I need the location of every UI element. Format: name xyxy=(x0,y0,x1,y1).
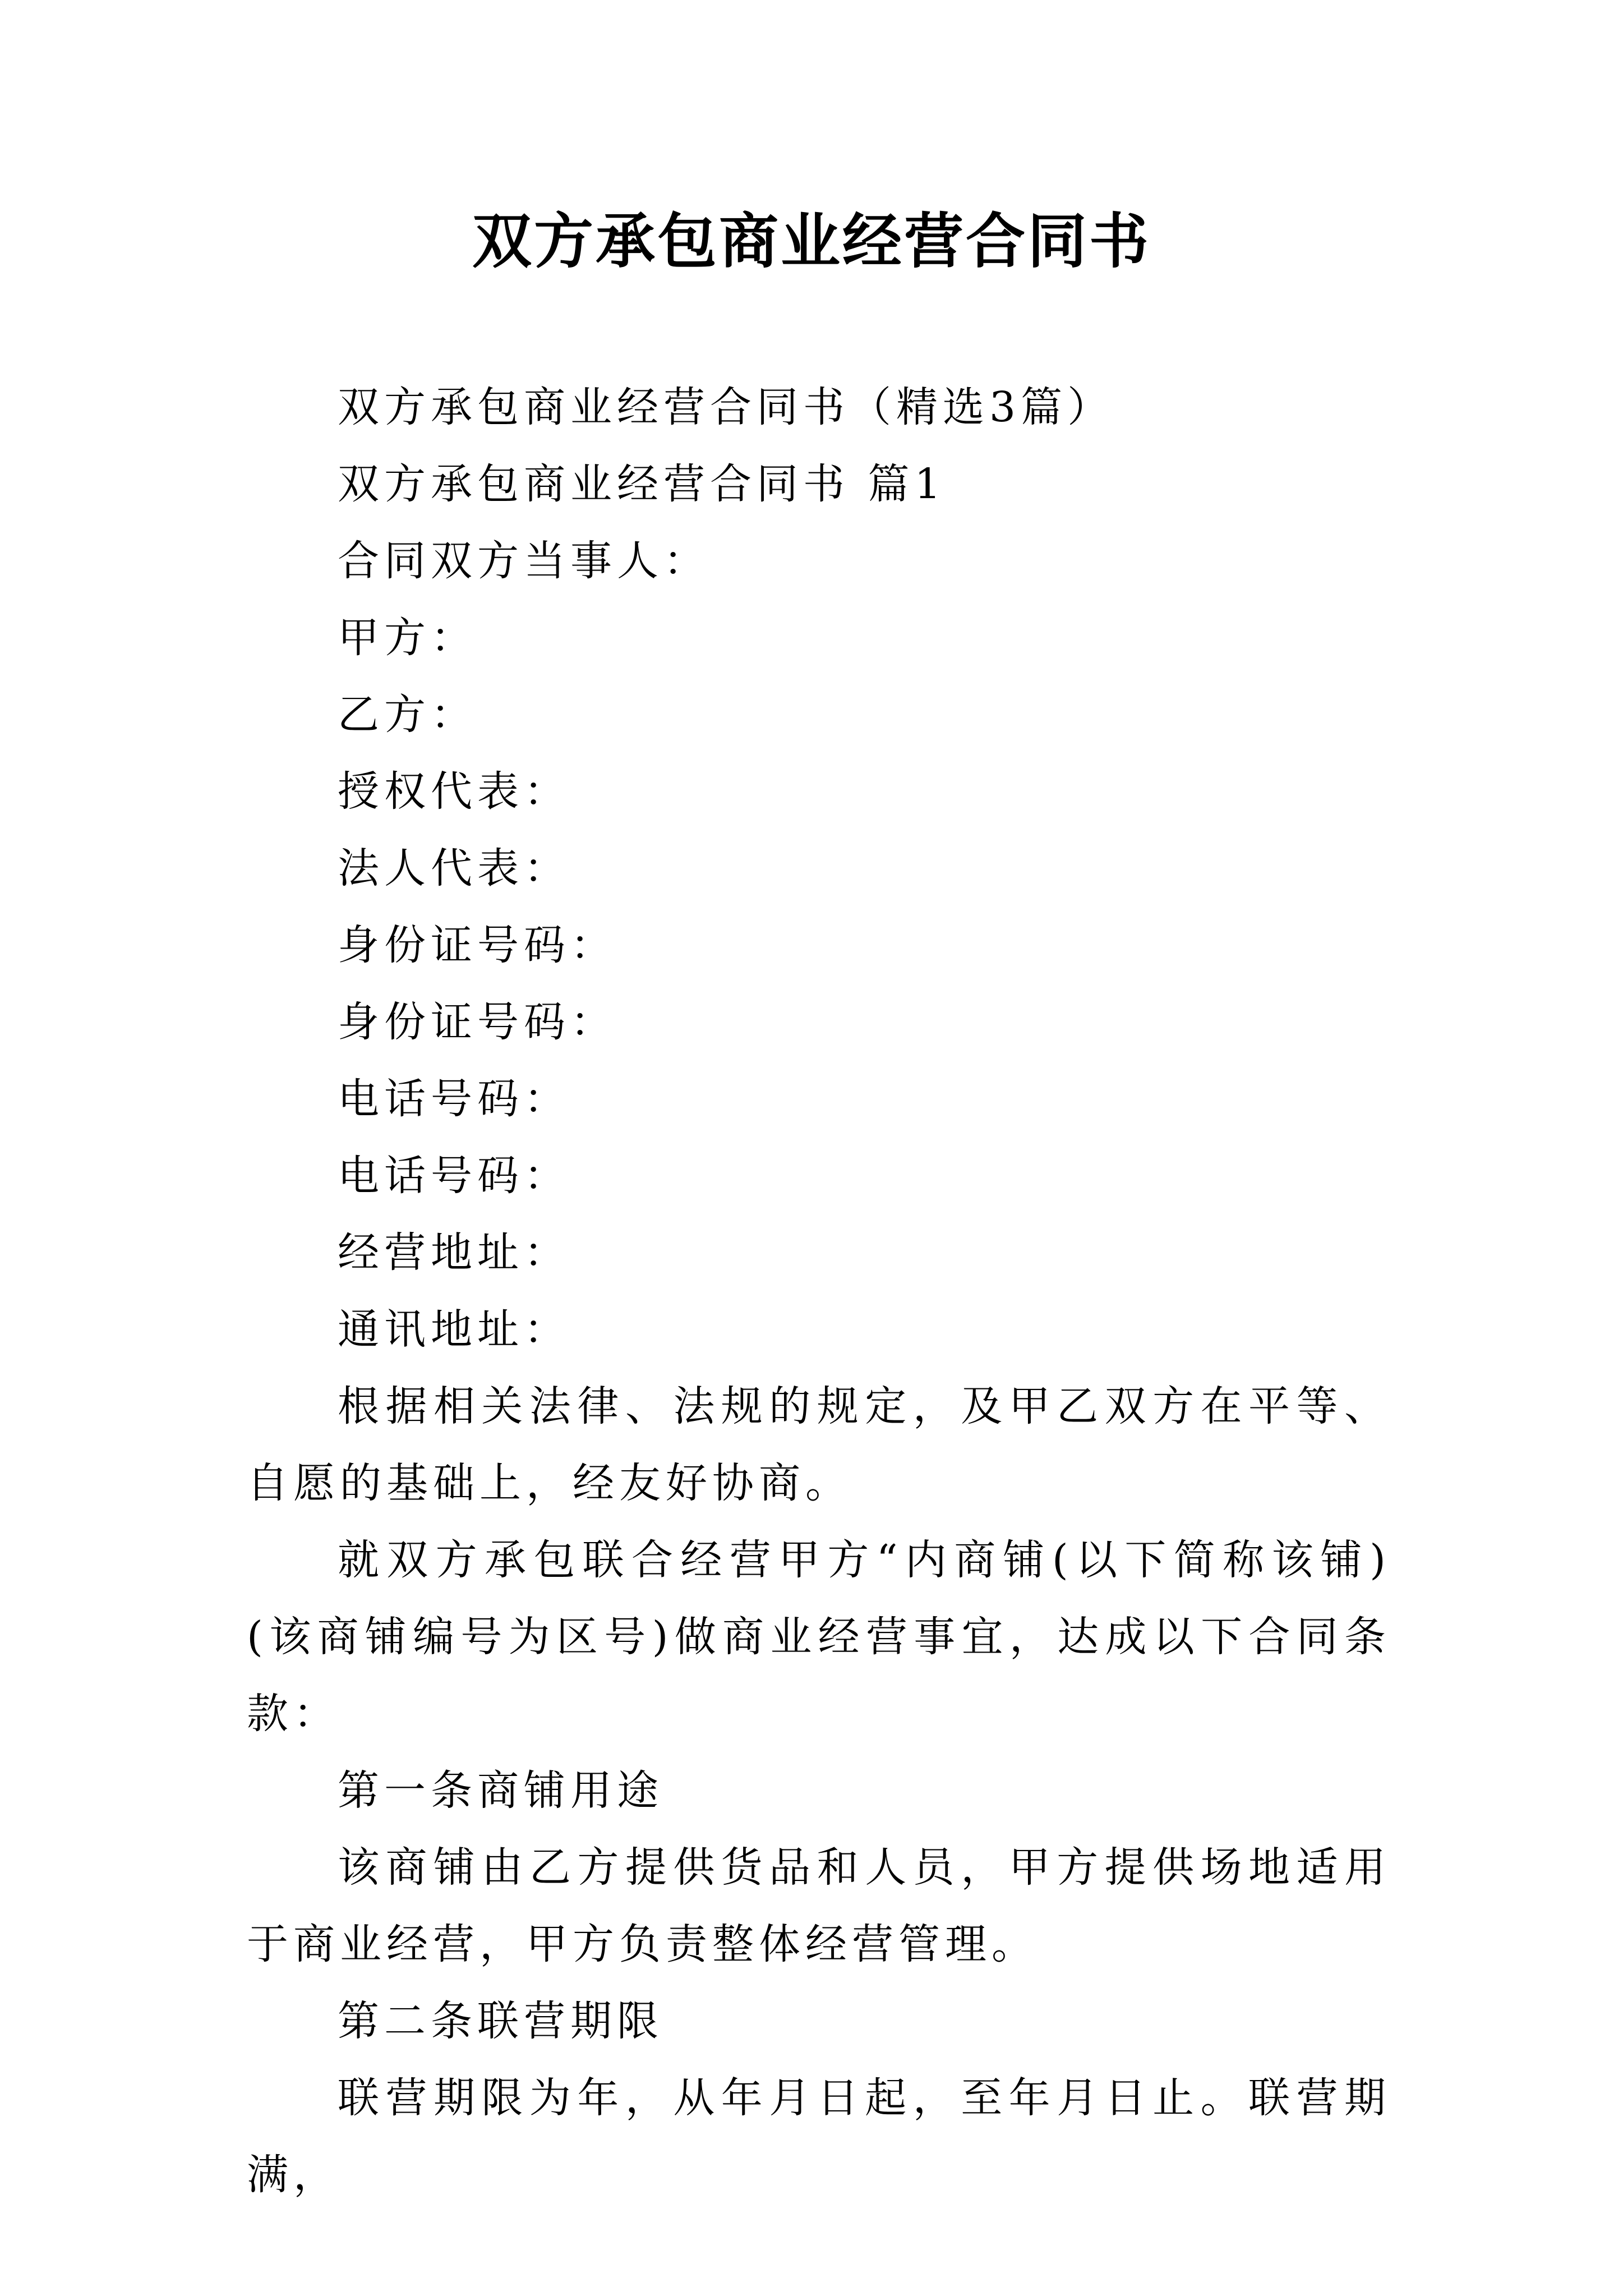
section-heading: 双方承包商业经营合同书 篇1 xyxy=(338,460,946,508)
document-subtitle: 双方承包商业经营合同书（精选3篇） xyxy=(338,383,1114,431)
paragraph-agreement-scope: 就双方承包联合经营甲方“内商铺(以下简称该铺)(该商铺编号为区号)做商业经营事宜，达成以下合同条款： xyxy=(247,1536,1391,1738)
field-phone-a: 电话号码： xyxy=(338,1075,570,1123)
field-party-a: 甲方： xyxy=(338,614,477,662)
field-party-b: 乙方： xyxy=(338,691,477,739)
document-title: 双方承包商业经营合同书 xyxy=(472,206,1151,276)
article-1-body: 该商铺由乙方提供货品和人员，甲方提供场地适用于商业经营，甲方负责整体经营管理。 xyxy=(247,1843,1391,1968)
paragraph-legal-basis: 根据相关法律、法规的规定，及甲乙双方在平等、自愿的基础上，经友好协商。 xyxy=(247,1382,1391,1507)
document-body xyxy=(247,369,1391,2214)
field-authorized-rep: 授权代表： xyxy=(338,767,570,816)
field-mailing-address: 通讯地址： xyxy=(338,1305,570,1354)
field-id-number-a: 身份证号码： xyxy=(338,921,617,969)
field-id-number-b: 身份证号码： xyxy=(338,998,617,1046)
article-1-heading: 第一条商铺用途 xyxy=(338,1766,663,1815)
article-2-body: 联营期限为年，从年月日起，至年月日止。联营期满， xyxy=(247,2074,1391,2199)
article-2-heading: 第二条联营期限 xyxy=(338,1997,663,2045)
field-phone-b: 电话号码： xyxy=(338,1152,570,1200)
field-business-address: 经营地址： xyxy=(338,1228,570,1277)
parties-intro: 合同双方当事人： xyxy=(338,537,710,585)
field-legal-rep: 法人代表： xyxy=(338,844,570,892)
